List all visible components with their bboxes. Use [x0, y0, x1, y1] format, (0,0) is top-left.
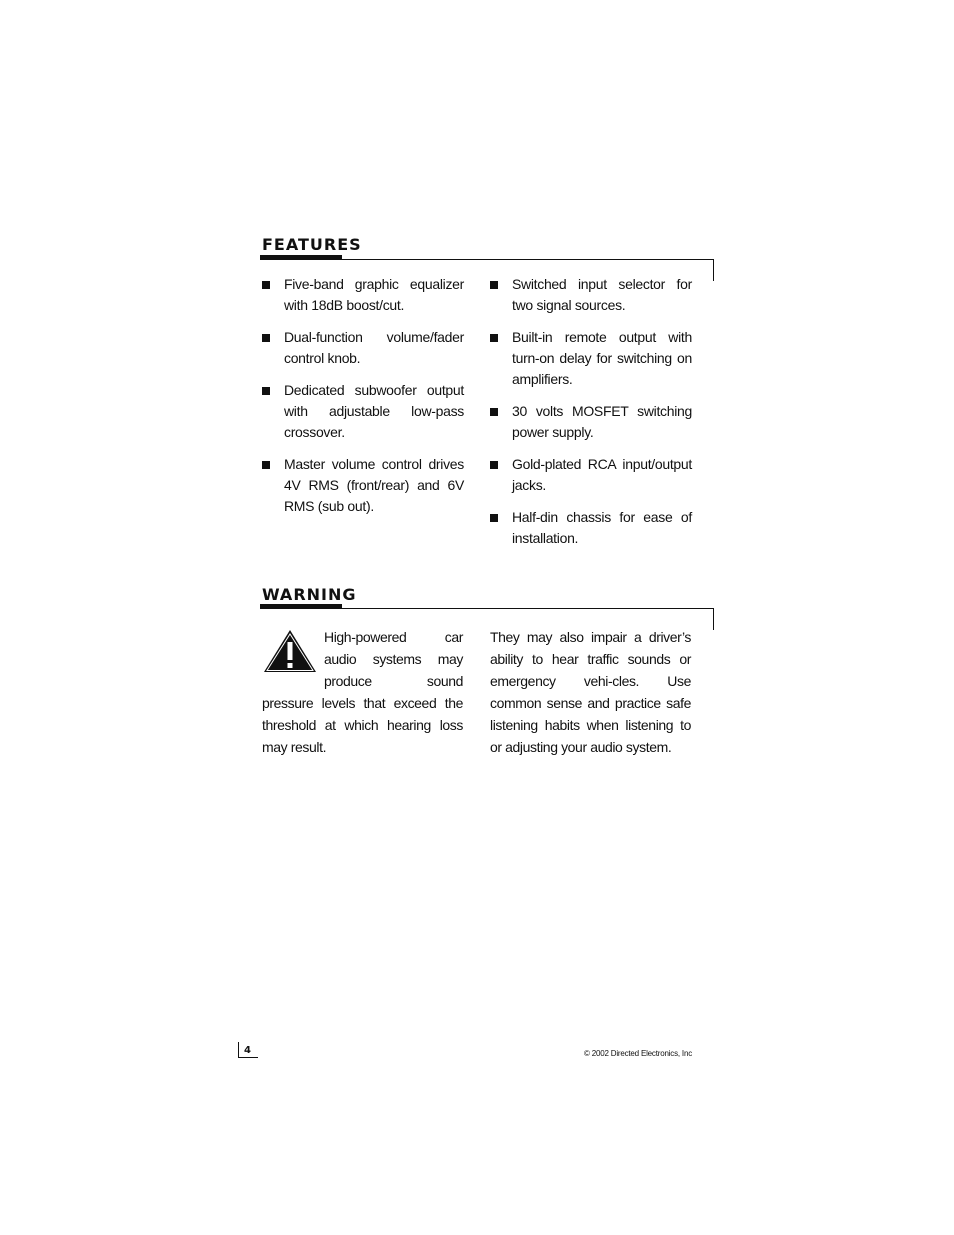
- warning-heading-bar: [260, 604, 342, 609]
- feature-item: [490, 507, 692, 549]
- page-number-mark: [238, 1042, 239, 1058]
- square-bullet-icon: [490, 408, 498, 416]
- features-heading: FEATURES: [262, 235, 362, 254]
- square-bullet-icon: [262, 387, 270, 395]
- feature-item-text: Gold-plated RCA input/output jacks.: [512, 456, 692, 493]
- square-bullet-icon: [490, 514, 498, 522]
- features-rule: [342, 259, 714, 260]
- feature-item: [490, 454, 692, 496]
- warning-triangle-icon: [262, 628, 318, 674]
- warning-right-text: They may also impair a driver’s ability to hear traffic sounds or emergency vehi-cles. Use common sense and practice safe listening habits when listening to or adjusting your audio system.: [490, 629, 691, 755]
- square-bullet-icon: [490, 461, 498, 469]
- warning-left-text: High-powered car audio systems may produce sound pressure levels that exceed the threshold at which hearing loss may result.: [262, 629, 463, 755]
- features-right-column: [490, 274, 692, 560]
- square-bullet-icon: [262, 334, 270, 342]
- feature-item-text: Half-din chassis for ease of installation.: [512, 509, 692, 546]
- feature-item: [490, 401, 692, 443]
- copyright: © 2002 Directed Electronics, Inc: [584, 1049, 692, 1058]
- warning-left-text-block: [262, 626, 463, 758]
- page-number-underline: [238, 1057, 258, 1058]
- feature-item: [262, 274, 464, 316]
- square-bullet-icon: [262, 461, 270, 469]
- features-rule-tick: [713, 259, 714, 281]
- feature-item-text: Master volume control drives 4V RMS (front/rear) and 6V RMS (sub out).: [284, 456, 464, 514]
- feature-item-text: Five-band graphic equalizer with 18dB boost/cut.: [284, 276, 464, 313]
- square-bullet-icon: [262, 281, 270, 289]
- feature-item-text: Switched input selector for two signal sources.: [512, 276, 692, 313]
- feature-item: [490, 274, 692, 316]
- square-bullet-icon: [490, 281, 498, 289]
- feature-item-text: Built-in remote output with turn-on delay for switching on amplifiers.: [512, 329, 692, 387]
- feature-item-text: 30 volts MOSFET switching power supply.: [512, 403, 692, 440]
- warning-heading: WARNING: [262, 585, 357, 604]
- square-bullet-icon: [490, 334, 498, 342]
- feature-item-text: Dedicated subwoofer output with adjustable low-pass crossover.: [284, 382, 464, 440]
- feature-item: [262, 454, 464, 517]
- features-heading-bar: [260, 255, 342, 260]
- feature-item: [262, 327, 464, 369]
- feature-item-text: Dual-function volume/fader control knob.: [284, 329, 464, 366]
- warning-rule: [342, 608, 714, 609]
- feature-item: [490, 327, 692, 390]
- feature-item: [262, 380, 464, 443]
- warning-rule-tick: [713, 608, 714, 630]
- features-left-column: [262, 274, 464, 528]
- page-number: 4: [244, 1045, 251, 1056]
